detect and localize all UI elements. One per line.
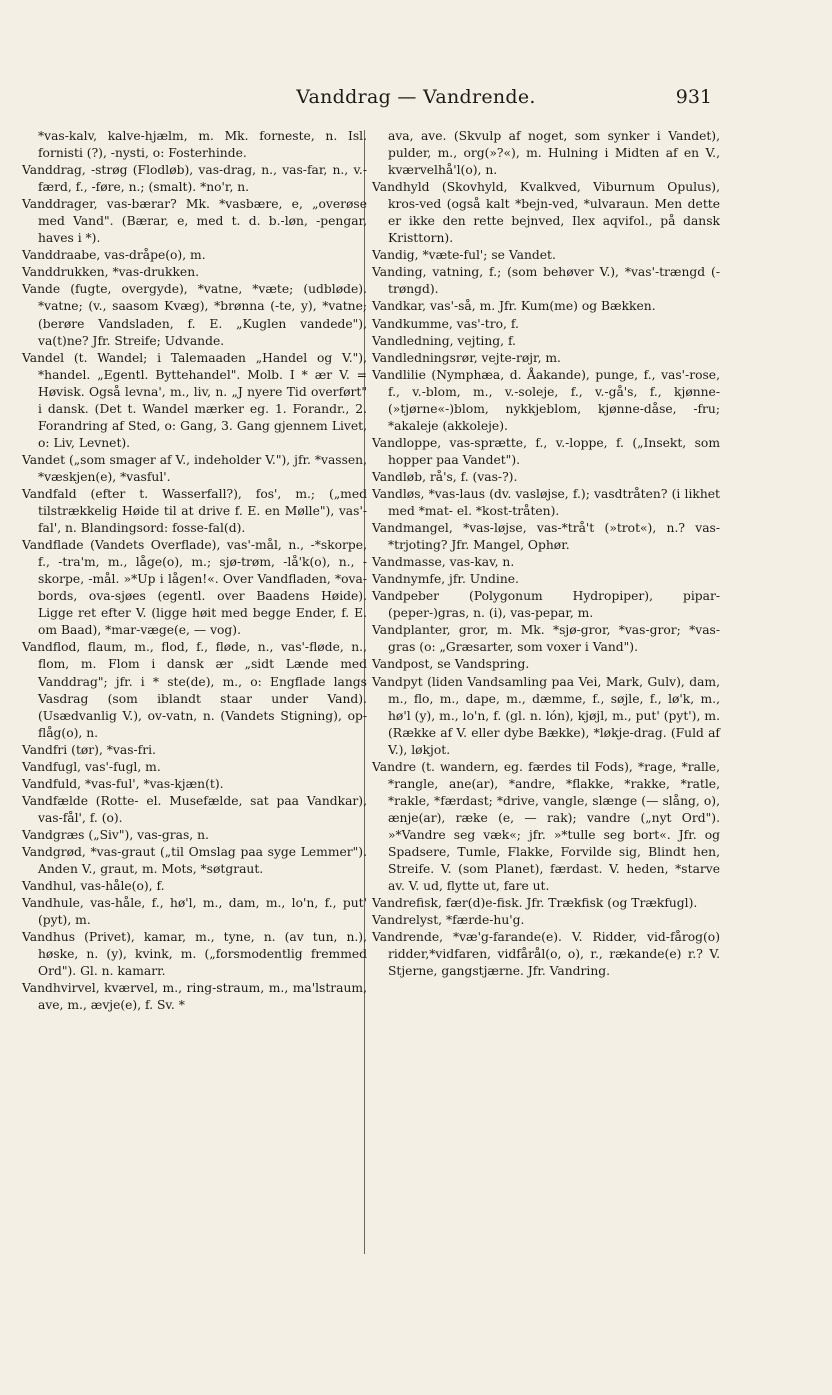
dictionary-entry: *vas-kalv, kalve-hjælm, m. Mk. forneste, n. Isl. fornisti (?), -nysti, o: Fosterhinde.	[38, 129, 367, 161]
dictionary-entry: Vandhvirvel, kværvel, m., ring-straum, m., ma'lstraum, ave, m., ævje(e), f. Sv. *	[22, 981, 367, 1013]
dictionary-entry: Vandhul, vas-håle(o), f.	[22, 879, 165, 894]
dictionary-entry: Vandfugl, vas'-fugl, m.	[22, 759, 161, 774]
dictionary-entry: Vanding, vatning, f.; (som behøver V.), *vas'-trængd (-trøngd).	[372, 265, 720, 297]
dictionary-entry: Vandig, *væte-ful'; se Vandet.	[372, 248, 556, 263]
dictionary-entry: Vandflade (Vandets Overflade), vas'-mål, n., -*skorpe, f., -tra'm, m., låge(o), m.; sjø-trøm, -lå'k(o), n., -skorpe, -mål. »*Up i lågen!«. Over Vandfladen, *ova-bords, ova-sjøes (egentl. over Baadens Høide). Ligge ret efter V. (ligge høit med begge Ender, f. E. om Baad), *mar-væge(e, — vog).	[22, 538, 367, 638]
dictionary-entry: Vandfald (efter t. Wasserfall?), fos', m.; („med tilstrækkelig Høide til at drive f. E. en Mølle"), vas'-fal', n. Blandingsord: fosse-fal(d).	[22, 486, 367, 536]
dictionary-entry: ava, ave. (Skvulp af noget, som synker i Vandet), pulder, m., org(»?«), m. Hulning i Midten af en V., kværvelhå'l(o), n.	[388, 129, 720, 178]
dictionary-entry: Vandkumme, vas'-tro, f.	[372, 316, 519, 331]
page-number: 931	[675, 86, 712, 108]
page-header	[0, 84, 832, 116]
dictionary-entry: Vandpost, se Vandspring.	[372, 657, 530, 672]
dictionary-entry: Vandre (t. wandern, eg. færdes til Fods), *rage, *ralle, *rangle, ane(ar), *andre, *flakke, *rakke, *ratle, *rakle, *færdast; *drive, vangle, slænge (— slång, o), ænje(ar), ræke (e, — rak); vandre („nyt Ord"). »*Vandre seg væk«; jfr. »*tulle seg bort«. Jfr. og Spadsere, Tumle, Flakke, Forvilde sig, Blindt hen, Streife. V. (som Planet), færdast. V. heden, *starve av. V. ud, flytte ut, fare ut.	[372, 759, 720, 894]
dictionary-entry: Vande (fugte, overgyde), *vatne, *væte; (udbløde). *vatne; (v., saasom Kvæg), *brønna (-te, y), *vatne; (berøre Vandsladen, f. E. „Kuglen vandede"), va(t)ne? Jfr. Streife; Udvande.	[22, 282, 367, 348]
dictionary-entry: Vanddrag, -strøg (Flodløb), vas-drag, n., vas-far, n., v.-færd, f., -føre, n.; (smalt). *no'r, n.	[22, 163, 367, 195]
dictionary-entry: Vandpyt (liden Vandsamling paa Vei, Mark, Gulv), dam, m., flo, m., dape, m., dæmme, f., søjle, f., lø'k, m., hø'l (y), m., lo'n, f. (gl. n. lón), kjøjl, m., put' (pyt'), m. (Række af V. eller dybe Bække), *løkje-drag. (Fuld af V.), løkjot.	[372, 674, 720, 757]
dictionary-entry: Vandrende, *væ'g-farande(e). V. Ridder, vid-fårog(o) ridder,*vidfaren, vidfårål(o, o), r., rækande(e) r.? V. Stjerne, gangstjærne. Jfr. Vandring.	[372, 930, 720, 979]
dictionary-entry: Vandpeber (Polygonum Hydropiper), pipar-(peper-)gras, n. (i), vas-pepar, m.	[372, 589, 720, 621]
dictionary-entry: Vandledningsrør, vejte-røjr, m.	[372, 350, 561, 365]
dictionary-entry: Vandplanter, gror, m. Mk. *sjø-gror, *vas-gror; *vas-gras (o: „Græsarter, som voxer i Vand").	[372, 623, 720, 655]
dictionary-entry: Vandloppe, vas-sprætte, f., v.-loppe, f. („Insekt, som hopper paa Vandet").	[372, 435, 720, 467]
dictionary-entry: Vandledning, vejting, f.	[372, 333, 516, 348]
dictionary-entry: Vandhule, vas-håle, f., hø'l, m., dam, m., lo'n, f., put' (pyt), m.	[22, 896, 367, 928]
dictionary-entry: Vandrelyst, *færde-hu'g.	[372, 913, 525, 928]
dictionary-entry: Vandgrød, *vas-graut („til Omslag paa syge Lemmer"). Anden V., graut, m. Mots, *søtgraut.	[22, 844, 367, 877]
dictionary-entry: Vandhus (Privet), kamar, m., tyne, n. (av tun, n.), høske, n. (y), kvink, m. („forsmodentlig fremmed Ord"). Gl. n. kamarr.	[22, 930, 367, 979]
dictionary-entry: Vandet („som smager af V., indeholder V."), jfr. *vassen, *væskjen(e), *vasful'.	[22, 452, 367, 484]
right-column	[372, 128, 720, 980]
dictionary-entry: Vanddrager, vas-bærar? Mk. *vasbære, e, „overøse med Vand". (Bærar, e, med t. d. b.-løn, -pengar, haves i *).	[22, 197, 367, 246]
dictionary-entry: Vandel (t. Wandel; i Talemaaden „Handel og V."), *handel. „Egentl. Byttehandel". Molb. I * ær V. = Høvisk. Også levna', m., liv, n. „J nyere Tid overført" i dansk. (Det t. Wandel mærker eg. 1. Forandr., 2. Forandring af Sted, o: Gang, 3. Gang gjennem Livet, o: Liv, Levnet).	[22, 350, 367, 450]
dictionary-entry: Vanddrukken, *vas-drukken.	[22, 265, 200, 280]
dictionary-entry: Vandlilie (Nymphæa, d. Åakande), punge, f., vas'-rose, f., v.-blom, m., v.-soleje, f., v.-gå's, f., kjønne-(»tjørne«-)blom, nykkjeblom, kjønne-dåse, -fru; *akaleje (akkoleje).	[372, 367, 720, 433]
dictionary-entry: Vandkar, vas'-så, m. Jfr. Kum(me) og Bækken.	[372, 299, 656, 314]
dictionary-entry: Vandrefisk, fær(d)e-fisk. Jfr. Trækfisk (og Trækfugl).	[372, 896, 698, 911]
dictionary-entry: Vandfri (tør), *vas-fri.	[22, 742, 156, 757]
dictionary-entry: Vandløs, *vas-laus (dv. vasløjse, f.); vasdtråten? (i likhet med *mat- el. *kost-tråten).	[372, 486, 720, 519]
dictionary-entry: Vandmangel, *vas-løjse, vas-*trå't (»trot«), n.? vas-*trjoting? Jfr. Mangel, Ophør.	[372, 521, 720, 553]
dictionary-entry: Vandmasse, vas-kav, n.	[372, 555, 515, 570]
dictionary-entry: Vandhyld (Skovhyld, Kvalkved, Viburnum Opulus), kros-ved (også kalt *bejn-ved, *ulvaraun. Men dette er ikke den rette bejnved, Ilex aqvifol., på dansk Kristtorn).	[372, 180, 720, 246]
dictionary-entry: Vandgræs („Siv"), vas-gras, n.	[22, 827, 209, 842]
left-column	[22, 128, 367, 1014]
dictionary-entry: Vandnymfe, jfr. Undine.	[372, 572, 519, 587]
dictionary-entry: Vandflod, flaum, m., flod, f., fløde, n., vas'-fløde, n., flom, m. Flom i dansk ær „sidt Lænde med Vanddrag"; jfr. i * ste(de), m., o: Engflade langs Vasdrag (som iblandt staar under Vand). (Usædvanlig V.), ov-vatn, n. (Vandets Stigning), op-flåg(o), n.	[22, 640, 367, 740]
dictionary-entry: Vandløb, rå's, f. (vas-?).	[372, 469, 518, 484]
dictionary-entry: Vanddraabe, vas-dråpe(o), m.	[22, 248, 206, 263]
running-head: Vanddrag — Vandrende.	[296, 86, 536, 108]
dictionary-entry: Vandfuld, *vas-ful', *vas-kjæn(t).	[22, 776, 224, 791]
dictionary-entry: Vandfælde (Rotte- el. Musefælde, sat paa Vandkar), vas-fål', f. (o).	[22, 793, 367, 825]
